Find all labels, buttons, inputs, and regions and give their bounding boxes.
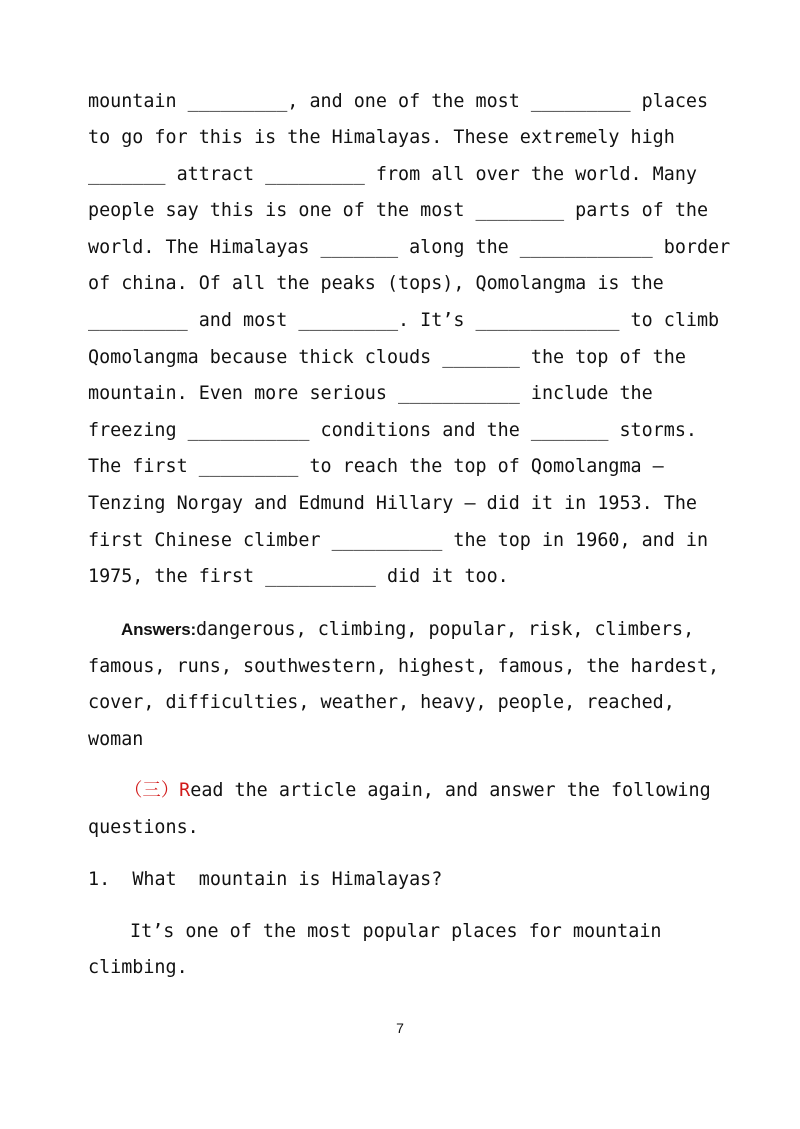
passage-line: mountain. Even more serious ___________ include the — [88, 383, 653, 404]
answers-text: dangerous, climbing, popular, risk, climbers, — [195, 619, 695, 640]
passage-line: freezing ___________ conditions and the _______ storms. — [88, 420, 697, 441]
section-three-instruction — [124, 780, 711, 802]
question-line — [88, 869, 442, 891]
answers-label: Answers: — [121, 620, 196, 639]
passage-line: Tenzing Norgay and Edmund Hillary – did it in 1953. The — [88, 493, 697, 514]
passage-line: first Chinese climber __________ the top in 1960, and in — [88, 530, 709, 551]
passage-line: to go for this is the Himalayas. These extremely high — [88, 127, 675, 148]
passage-line: world. The Himalayas _______ along the ____________ border — [88, 237, 731, 258]
passage-line: 1975, the first __________ did it too. — [88, 566, 509, 587]
instruction-text: ead the article again, and answer the following — [190, 780, 711, 801]
passage-line: Qomolangma because thick clouds _______ the top of the — [88, 347, 686, 368]
passage-line: _______ attract _________ from all over the world. Many — [88, 164, 697, 185]
answers-first-line — [121, 619, 694, 641]
passage-line: _________ and most _________. It’s _____________ to climb — [88, 310, 720, 331]
passage-line: of china. Of all the peaks (tops), Qomolangma is the — [88, 273, 664, 294]
page-number: 7 — [396, 1020, 404, 1036]
answers-line: woman — [88, 729, 144, 750]
section-marker: （三）R — [124, 780, 191, 801]
passage-line: mountain _________, and one of the most _________ places — [88, 91, 709, 112]
question-text: What mountain is Himalayas? — [132, 869, 443, 890]
answers-line: famous, runs, southwestern, highest, famous, the hardest, — [88, 656, 720, 677]
answer-line: It’s one of the most popular places for mountain — [130, 921, 662, 942]
instruction-continuation: questions. — [88, 817, 199, 838]
answer-line: climbing. — [88, 957, 188, 978]
answers-line: cover, difficulties, weather, heavy, people, reached, — [88, 692, 675, 713]
passage-line: The first _________ to reach the top of Qomolangma – — [88, 456, 664, 477]
question-number: 1. — [88, 869, 111, 890]
passage-line: people say this is one of the most ________ parts of the — [88, 200, 709, 221]
